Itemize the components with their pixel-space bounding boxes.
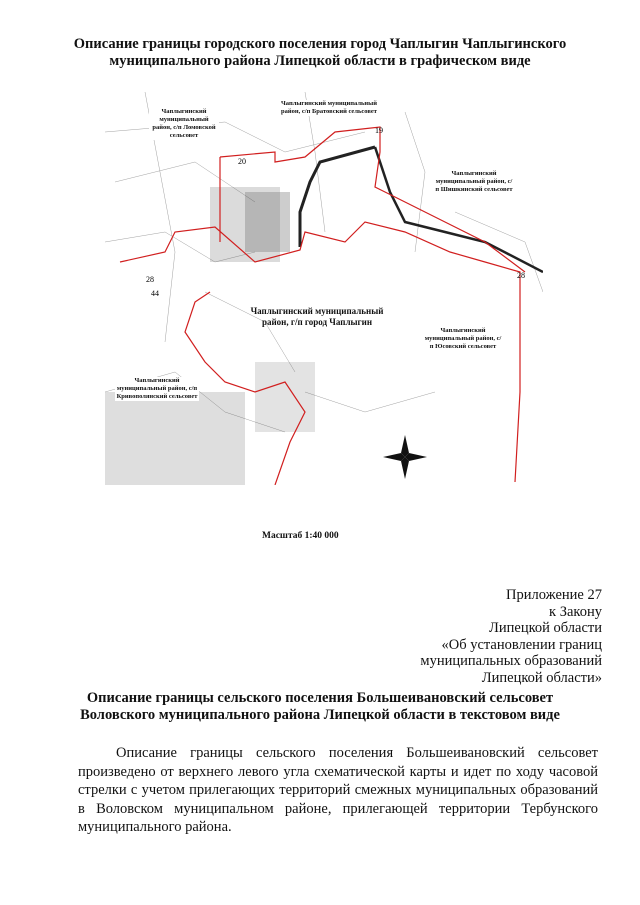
label-yusovsky: Чаплыгинский муниципальный район, с/п Юсовский сельсовет xyxy=(424,327,502,350)
appendix-line-4: «Об установлении границ xyxy=(441,636,602,653)
map-scale: Масштаб 1:40 000 xyxy=(262,531,339,541)
map-graphic xyxy=(105,92,543,485)
text-description-title: Описание границы сельского поселения Большеивановский сельсовет Воловского муниципального района Липецкой области в текстовом виде xyxy=(80,690,560,723)
appendix-line-3: Липецкой области xyxy=(489,620,602,636)
label-krivopolyansky: Чаплыгинский муниципальный район, с/п Кривополянский сельсовет xyxy=(116,377,198,400)
compass-rose-icon xyxy=(383,435,427,479)
point-28-west: 28 xyxy=(146,275,154,284)
appendix-line-5: муниципальных образований xyxy=(420,653,602,669)
appendix-line-6: Липецкой области» xyxy=(481,669,602,686)
label-chaplygin: Чаплыгинский муниципальный район, г/п город Чаплыгин xyxy=(250,306,384,327)
appendix-line-1: Приложение 27 xyxy=(506,587,602,603)
label-lomovskoy: Чаплыгинский муниципальный район, с/п Ломовской сельсовет xyxy=(149,108,219,140)
appendix-line-2: к Закону xyxy=(549,603,602,620)
label-bratovsky: Чаплыгинский муниципальный район, с/п Братовский сельсовет xyxy=(273,100,385,116)
point-44: 44 xyxy=(151,289,159,298)
boundary-map xyxy=(105,92,543,485)
point-28-east: 28 xyxy=(517,271,525,280)
map-title: Описание границы городского поселения город Чаплыгин Чаплыгинского муниципального района Липецкой области в графическом виде xyxy=(73,36,567,69)
appendix-block xyxy=(420,587,602,686)
description-paragraph: Описание границы сельского поселения Большеивановский сельсовет произведено от верхнего левого угла схематической карты и идет по ходу часовой стрелки с учетом прилегающих территорий смежных муниципальных образований в Воловском муниципальном районе, прилегающей территории Тербунского муниципального района. xyxy=(78,745,598,835)
label-shishkinsky: Чаплыгинский муниципальный район, с/п Шишкинский сельсовет xyxy=(435,170,513,193)
point-19: 19 xyxy=(375,126,383,135)
point-20: 20 xyxy=(238,157,246,166)
